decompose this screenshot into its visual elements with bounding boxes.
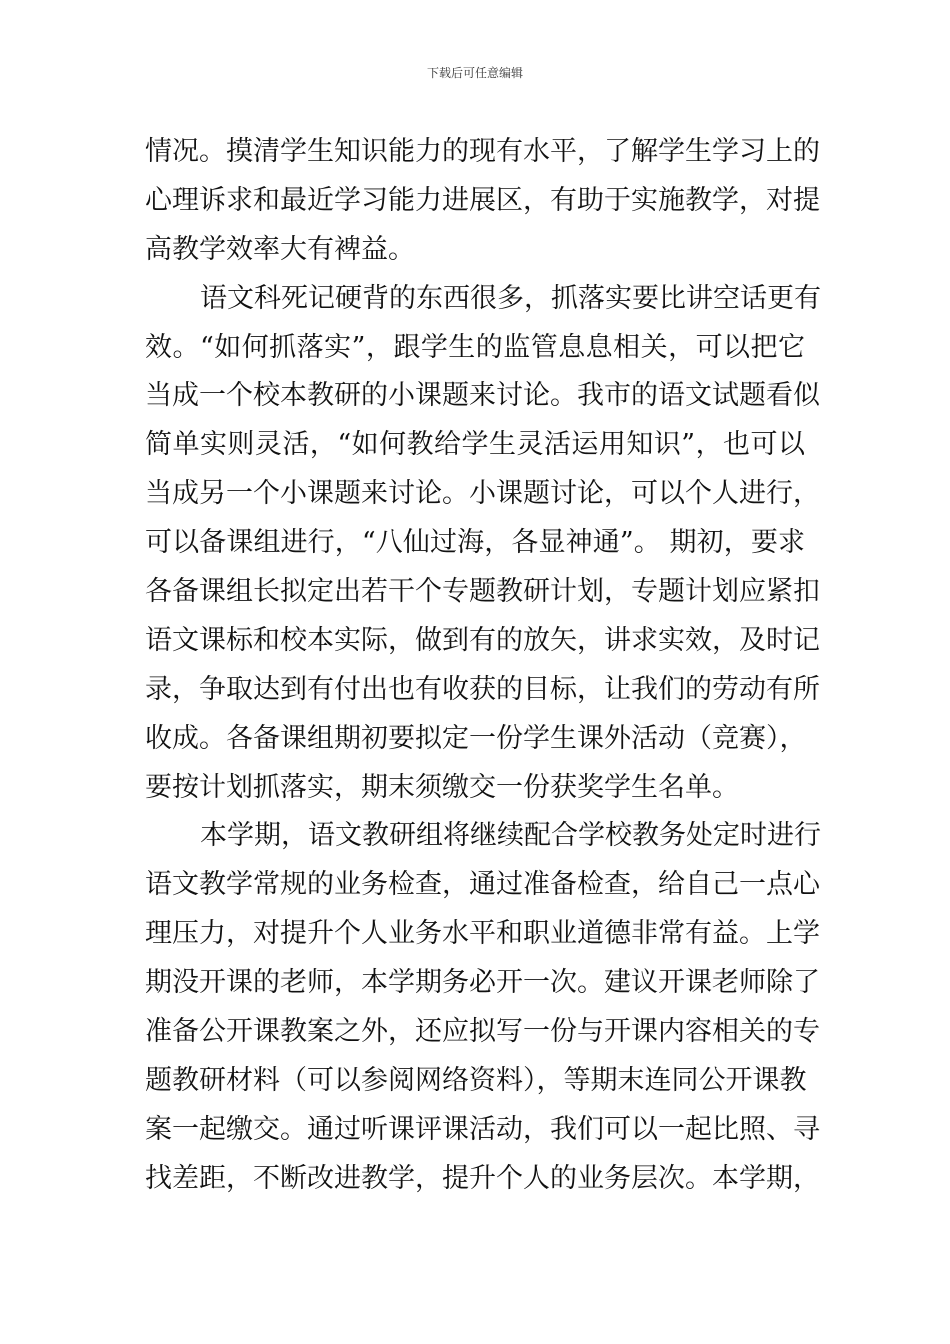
text-line: 录，争取达到有付出也有收获的目标，让我们的劳动有所 xyxy=(145,673,820,705)
text-line: 案一起缴交。通过听课评课活动，我们可以一起比照、寻 xyxy=(145,1113,820,1145)
text-line: 期没开课的老师，本学期务必开一次。建议开课老师除了 xyxy=(145,967,820,999)
text-line: 可以备课组进行，“八仙过海，各显神通”。 期初，要求 xyxy=(145,527,805,559)
text-line: 各备课组长拟定出若干个专题教研计划，专题计划应紧扣 xyxy=(145,576,820,608)
page-header: 下载后可任意编辑 xyxy=(426,66,523,80)
text-line: 要按计划抓落实，期末须缴交一份获奖学生名单。 xyxy=(145,771,739,803)
text-line: 心理诉求和最近学习能力进展区，有助于实施教学，对提 xyxy=(145,184,820,216)
text-line: 找差距，不断改进教学，提升个人的业务层次。本学期， xyxy=(145,1162,820,1194)
text-line: 准备公开课教案之外，还应拟写一份与开课内容相关的专 xyxy=(145,1016,820,1048)
document-body xyxy=(145,128,821,1204)
text-line: 高教学效率大有裨益。 xyxy=(145,233,415,265)
text-line: 简单实则灵活，“如何教给学生灵活运用知识”，也可以 xyxy=(145,429,805,461)
text-line: 情况。摸清学生知识能力的现有水平，了解学生学习上的 xyxy=(145,136,820,167)
text-line: 当成另一个小课题来讨论。小课题讨论，可以个人进行， xyxy=(145,478,820,510)
text-line: 语文科死记硬背的东西很多，抓落实要比讲空话更有 xyxy=(200,282,821,314)
text-line: 题教研材料（可以参阅网络资料），等期末连同公开课教 xyxy=(145,1064,807,1096)
text-line: 语文课标和校本实际，做到有的放矢，讲求实效，及时记 xyxy=(145,624,820,656)
text-line: 当成一个校本教研的小课题来讨论。我市的语文试题看似 xyxy=(145,380,820,412)
text-line: 理压力，对提升个人业务水平和职业道德非常有益。上学 xyxy=(145,918,820,950)
text-line: 效。“如何抓落实”，跟学生的监管息息相关，可以把它 xyxy=(145,331,805,363)
text-line: 本学期，语文教研组将继续配合学校教务处定时进行 xyxy=(200,820,821,852)
text-line: 语文教学常规的业务检查，通过准备检查，给自己一点心 xyxy=(145,869,820,901)
text-line: 收成。各备课组期初要拟定一份学生课外活动（竞赛）， xyxy=(145,722,807,754)
